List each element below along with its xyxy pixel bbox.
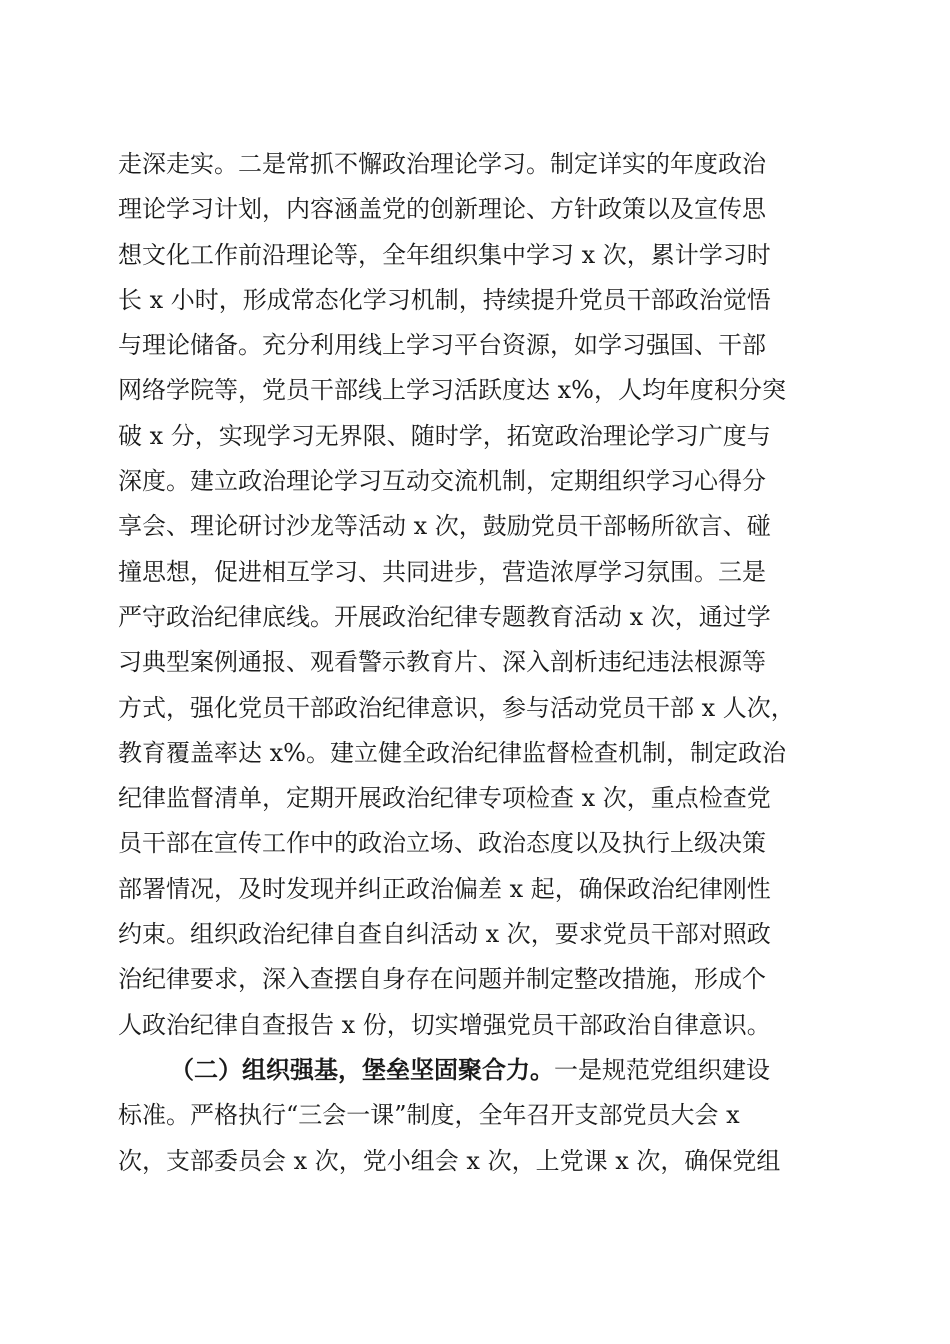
text-line: 员干部在宣传工作中的政治立场、政治态度以及执行上级决策	[118, 829, 766, 858]
text-line: 破 x 分，实现学习无界限、随时学，拓宽政治理论学习广度与	[118, 421, 771, 450]
text-line: 深度。建立政治理论学习互动交流机制，定期组织学习心得分	[118, 467, 766, 496]
text-line: 理论学习计划，内容涵盖党的创新理论、方针政策以及宣传思	[118, 195, 766, 224]
text-line: 撞思想，促进相互学习、共同进步，营造浓厚学习氛围。三是	[118, 557, 766, 586]
section-heading: （二）组织强基，堡垒坚固聚合力。	[170, 1055, 554, 1084]
text-line: 想文化工作前沿理论等，全年组织集中学习 x 次，累计学习时	[118, 240, 771, 269]
text-line: 与理论储备。充分利用线上学习平台资源，如学习强国、干部	[118, 331, 766, 360]
text-line: 严守政治纪律底线。开展政治纪律专题教育活动 x 次，通过学	[118, 602, 771, 631]
text-line: 享会、理论研讨沙龙等活动 x 次，鼓励党员干部畅所欲言、碰	[118, 512, 771, 541]
section-first-line	[118, 1048, 838, 1093]
section-first-line-text: 一是规范党组织建设	[554, 1055, 770, 1084]
text-line: 次，支部委员会 x 次，党小组会 x 次，上党课 x 次，确保党组	[118, 1146, 781, 1175]
text-line: 标准。严格执行“三会一课”制度，全年召开支部党员大会 x	[118, 1101, 740, 1130]
text-line: 长 x 小时，形成常态化学习机制，持续提升党员干部政治觉悟	[118, 285, 771, 314]
body-text	[118, 142, 838, 1184]
text-line: 人政治纪律自查报告 x 份，切实增强党员干部政治自律意识。	[118, 1010, 771, 1039]
text-line: 习典型案例通报、观看警示教育片、深入剖析违纪违法根源等	[118, 648, 766, 677]
text-line: 约束。组织政治纪律自查自纠活动 x 次，要求党员干部对照政	[118, 920, 771, 949]
text-line: 走深走实。二是常抓不懈政治理论学习。制定详实的年度政治	[118, 150, 766, 178]
text-line: 教育覆盖率达 x%。建立健全政治纪律监督检查机制，制定政治	[118, 738, 786, 767]
text-line: 网络学院等，党员干部线上学习活跃度达 x%，人均年度积分突	[118, 376, 786, 405]
text-line: 治纪律要求，深入查摆自身存在问题并制定整改措施，形成个	[118, 965, 766, 994]
text-line: 方式，强化党员干部政治纪律意识，参与活动党员干部 x 人次，	[118, 693, 795, 722]
text-line: 部署情况，及时发现并纠正政治偏差 x 起，确保政治纪律刚性	[118, 874, 771, 903]
text-line: 纪律监督清单，定期开展政治纪律专项检查 x 次，重点检查党	[118, 784, 771, 813]
